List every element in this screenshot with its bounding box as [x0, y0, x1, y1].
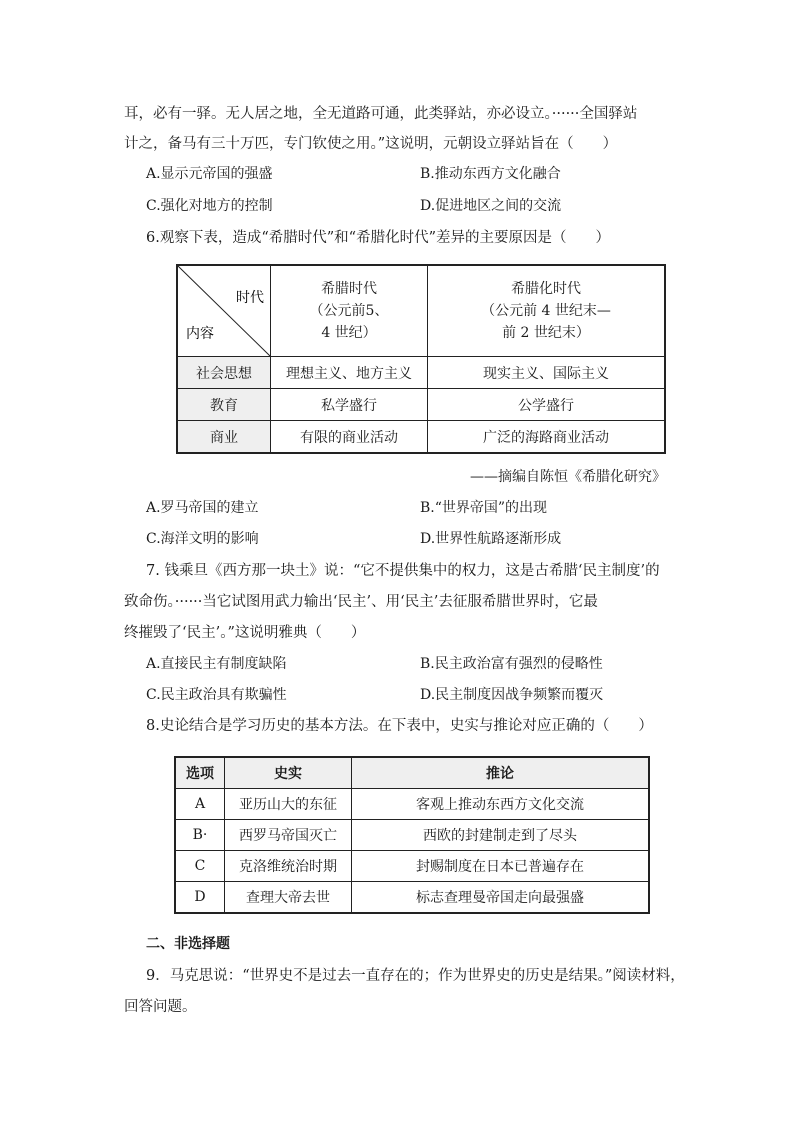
- inference-cell: 标志查理曼帝国走向最强盛: [352, 882, 650, 914]
- q5-text-line-2: 计之，备马有三十万匹，专门钦使之用。”这说明，元朝设立驿站旨在（ ）: [124, 136, 618, 152]
- q5-text-line-1: 耳，必有一驿。无人居之地，全无道路可通，此类驿站，亦必设立。······全国驿站: [124, 106, 638, 122]
- header-greek-period-1: （公元前5、: [309, 303, 389, 319]
- row-head: 商业: [177, 421, 271, 454]
- diagonal-line: [178, 266, 270, 356]
- cell: 现实主义、国际主义: [428, 357, 666, 389]
- fact-cell: 亚历山大的东征: [225, 789, 352, 820]
- q6-option-b[interactable]: B.“世界帝国”的出现: [420, 500, 548, 516]
- table-header-row: [175, 757, 649, 789]
- fact-cell: 查理大帝去世: [225, 882, 352, 914]
- q7-option-a[interactable]: A.直接民主有制度缺陷: [146, 656, 287, 672]
- header-hellenistic-era: [428, 265, 666, 357]
- q7-text-line-2: 致命伤。······当它试图用武力输出‘民主’、用‘民主’去征服希腊世界时，它最: [124, 594, 598, 610]
- option-cell: C: [175, 851, 225, 882]
- table-row: [175, 882, 649, 914]
- fact-cell: 西罗马帝国灭亡: [225, 820, 352, 851]
- q5-option-b[interactable]: B.推动东西方文化融合: [420, 166, 561, 182]
- q5-option-d[interactable]: D.促进地区之间的交流: [420, 198, 562, 214]
- comparison-table: [176, 264, 666, 454]
- q7-option-d[interactable]: D.民主制度因战争频繁而覆灭: [420, 687, 604, 703]
- header-option: 选项: [175, 757, 225, 789]
- table-row: [175, 820, 649, 851]
- q7-text-line-3: 终摧毁了‘民主’。”这说明雅典（ ）: [124, 625, 366, 641]
- header-greek-period-2: 4 世纪）: [321, 325, 377, 341]
- cell: 公学盛行: [428, 389, 666, 421]
- option-cell: D: [175, 882, 225, 914]
- q5-option-a[interactable]: A.显示元帝国的强盛: [146, 166, 273, 182]
- corner-bottom-label: 内容: [186, 327, 214, 342]
- table-source: ——摘编自陈恒《希腊化研究》: [470, 469, 666, 485]
- option-cell: A: [175, 789, 225, 820]
- q7-option-c[interactable]: C.民主政治具有欺骗性: [146, 687, 287, 703]
- q6-option-c[interactable]: C.海洋文明的影响: [146, 531, 259, 547]
- q7-option-b[interactable]: B.民主政治富有强烈的侵略性: [420, 656, 603, 672]
- q9-text-line-2: 回答问题。: [124, 999, 197, 1015]
- fact-cell: 克洛维统治时期: [225, 851, 352, 882]
- header-hellenistic-period-1: （公元前 4 世纪末—: [481, 303, 611, 319]
- table-row: [177, 389, 665, 421]
- header-fact: 史实: [225, 757, 352, 789]
- q9-text-line-1: 9．马克思说：“世界史不是过去一直存在的；作为世界史的历史是结果。”阅读材料，: [146, 968, 685, 984]
- history-inference-table: [174, 756, 650, 914]
- table-row: [175, 789, 649, 820]
- table-corner-cell: [177, 265, 271, 357]
- inference-cell: 西欧的封建制走到了尽头: [352, 820, 650, 851]
- table-row: [177, 357, 665, 389]
- inference-cell: 客观上推动东西方文化交流: [352, 789, 650, 820]
- q5-option-c[interactable]: C.强化对地方的控制: [146, 198, 273, 214]
- table-row: [177, 421, 665, 454]
- option-cell: B·: [175, 820, 225, 851]
- header-hellenistic-title: 希腊化时代: [511, 281, 581, 297]
- cell: 私学盛行: [271, 389, 428, 421]
- section-heading: 二、非选择题: [146, 936, 230, 952]
- q8-text: 8.史论结合是学习历史的基本方法。在下表中，史实与推论对应正确的（ ）: [146, 718, 653, 734]
- inference-cell: 封赐制度在日本已普遍存在: [352, 851, 650, 882]
- header-hellenistic-period-2: 前 2 世纪末）: [502, 325, 590, 341]
- q6-text: 6.观察下表，造成“希腊时代”和“希腊化时代”差异的主要原因是（ ）: [146, 230, 610, 246]
- cell: 理想主义、地方主义: [271, 357, 428, 389]
- q6-option-d[interactable]: D.世界性航路逐渐形成: [420, 531, 562, 547]
- q6-option-a[interactable]: A.罗马帝国的建立: [146, 500, 259, 516]
- cell: 广泛的海路商业活动: [428, 421, 666, 454]
- row-head: 社会思想: [177, 357, 271, 389]
- corner-top-label: 时代: [236, 291, 264, 306]
- q7-text-line-1: 7. 钱乘旦《西方那一块土》说：“它不提供集中的权力，这是古希腊‘民主制度’的: [146, 563, 660, 579]
- table-row: [175, 851, 649, 882]
- header-greek-title: 希腊时代: [321, 281, 377, 297]
- header-inference: 推论: [352, 757, 650, 789]
- header-greek-era: [271, 265, 428, 357]
- cell: 有限的商业活动: [271, 421, 428, 454]
- row-head: 教育: [177, 389, 271, 421]
